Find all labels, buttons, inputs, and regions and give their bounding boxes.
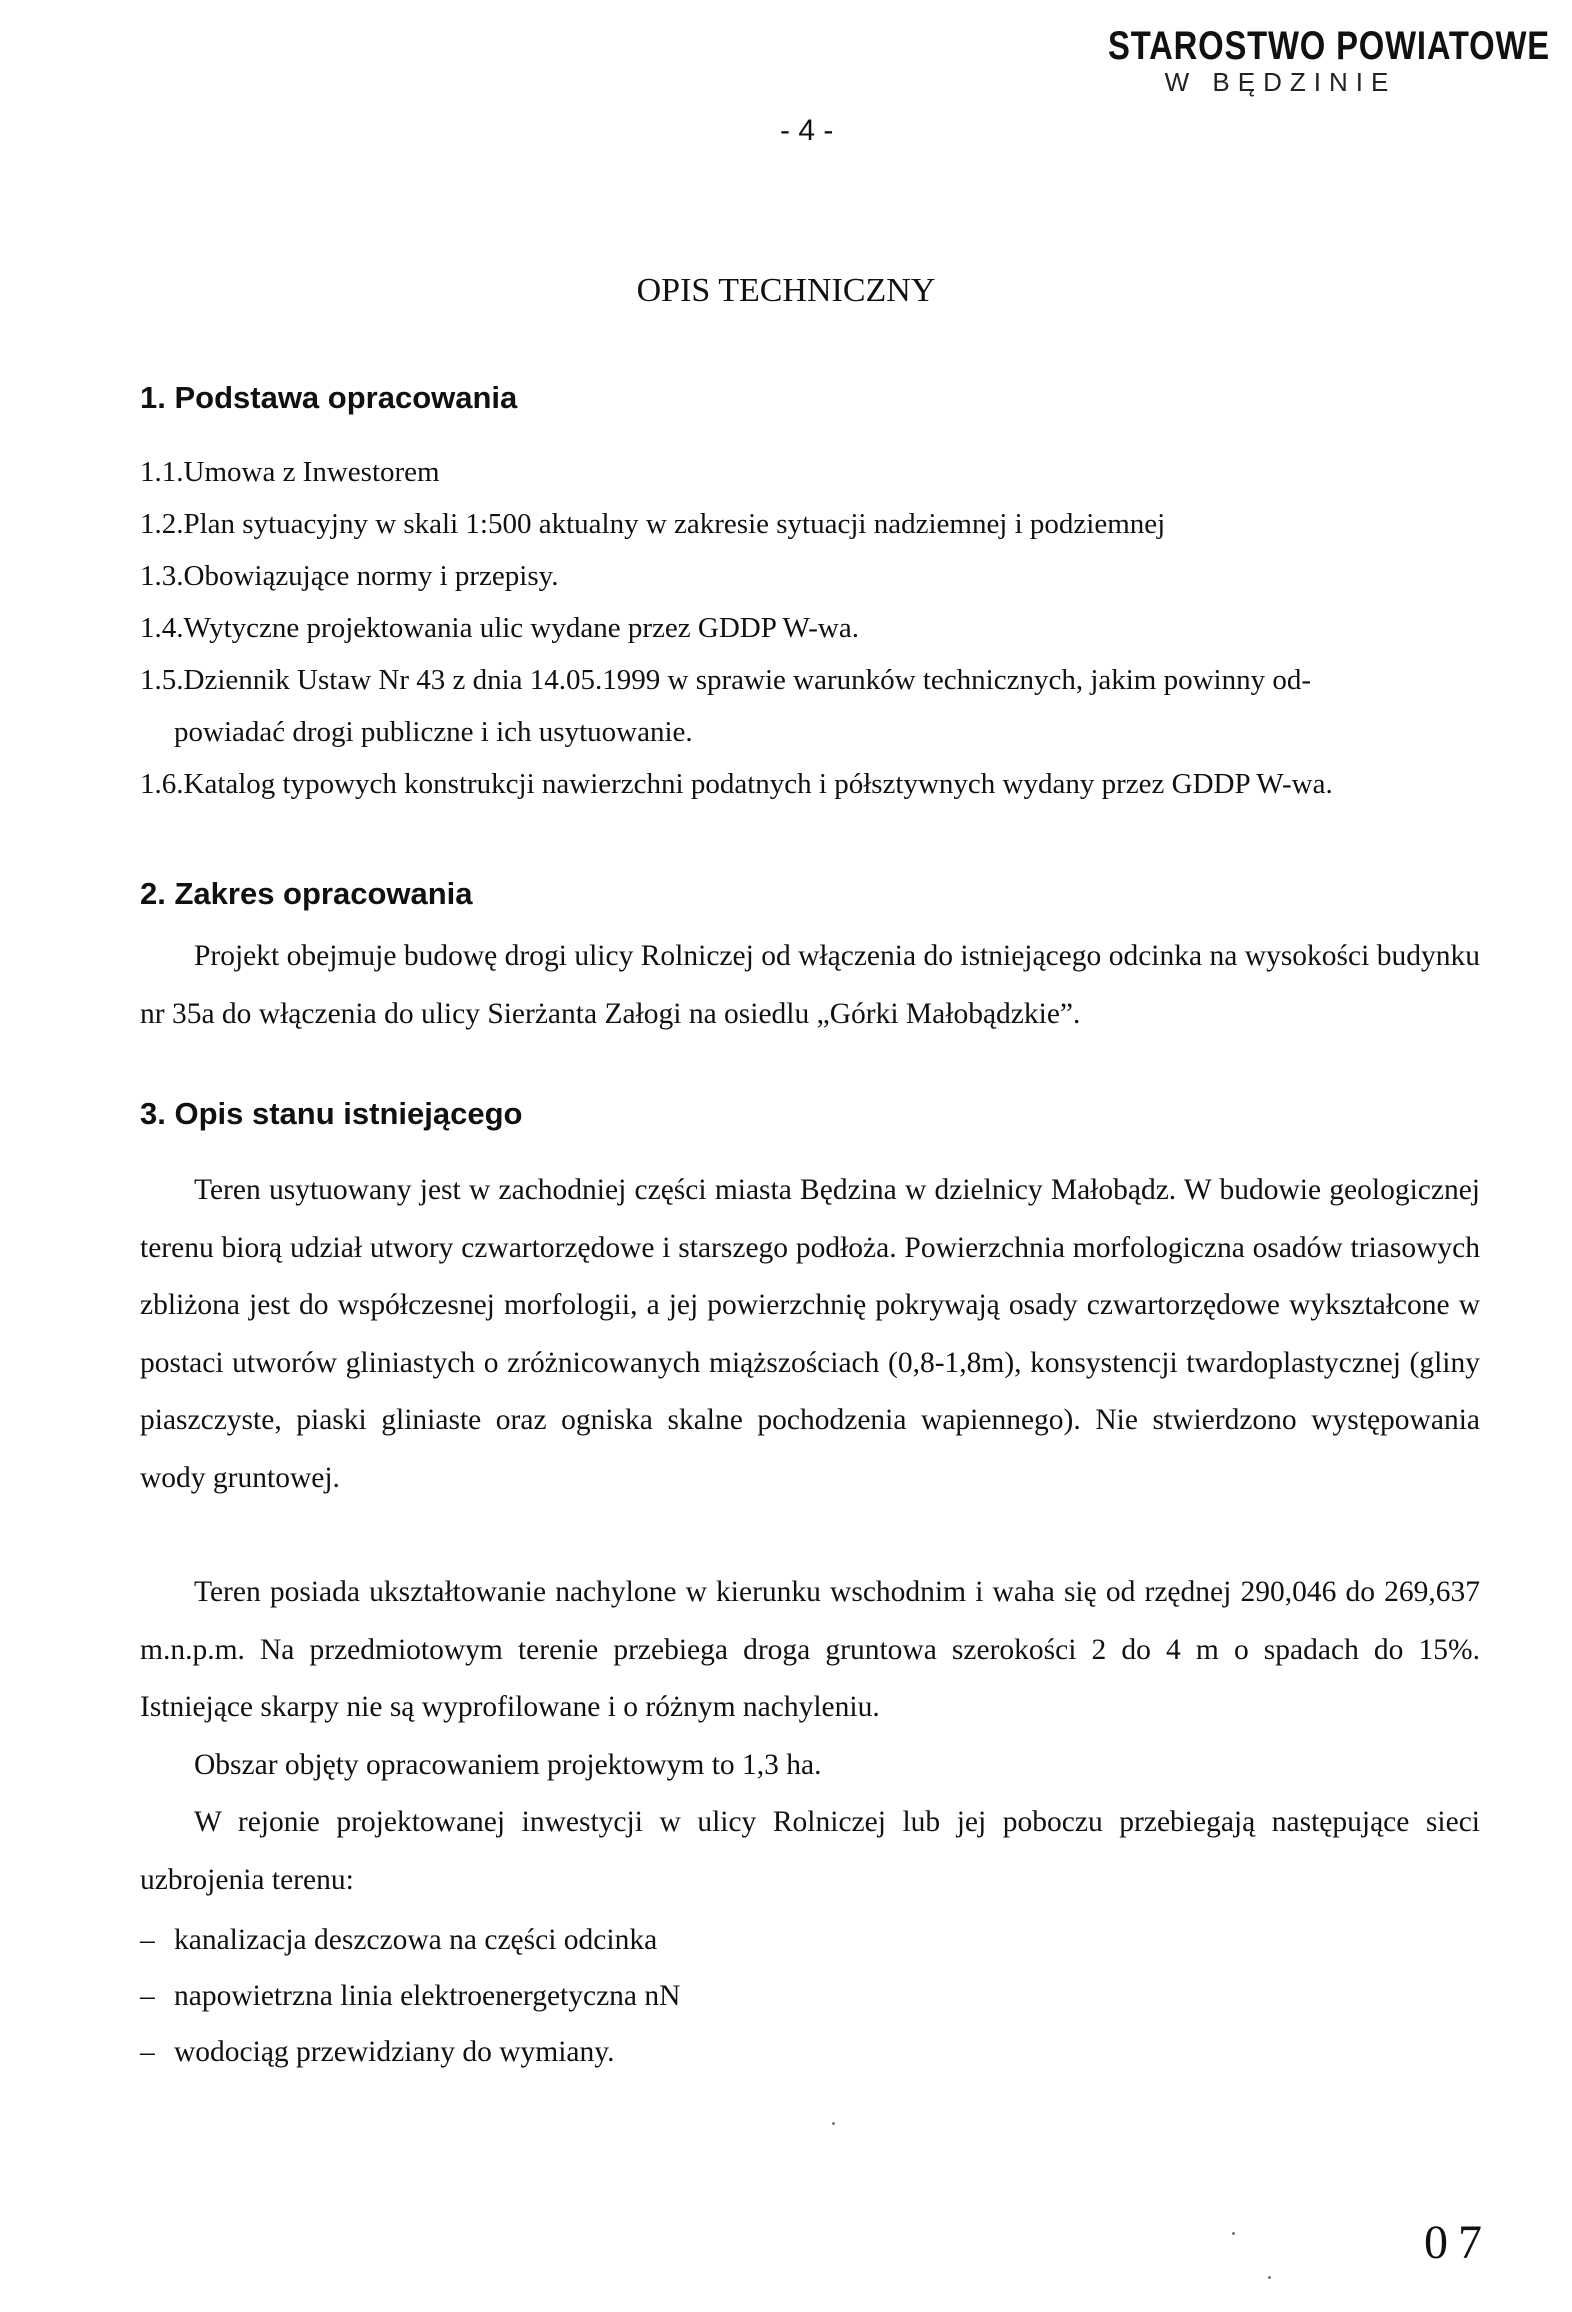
page-number: - 4 - [780,114,834,147]
office-stamp [1011,24,1550,96]
section-heading: 3. Opis stanu istniejącego [140,1096,523,1131]
list-item [140,2036,614,2069]
handwritten-page-mark: 07 [1424,2216,1492,2269]
scan-speck [1232,2232,1235,2235]
list-item: 1.4.Wytyczne projektowania ulic wydane przez GDDP W-wa. [140,612,859,644]
paragraph: Teren usytuowany jest w zachodniej części miasta Będzina w dzielnicy Małobądz. W budowie geologicznej terenu biorą udział utwory czwartorzędowe i starszego podłoża. Powierzchnia morfologiczna osadów triasowych zbliżona jest do współczesnej morfologii, a jej powierzchnię pokrywają osady czwartorzędowe wykształcone w postaci utworów gliniastych o zróżnicowanych miąższościach (0,8-1,8m), konsystencji twardoplastycznej (gliny piaszczyste, piaski gliniaste oraz ogniska skalne pochodzenia wapiennego). Nie stwierdzono występowania wody gruntowej. [140,1174,1480,1494]
list-item: 1.5.Dziennik Ustaw Nr 43 z dnia 14.05.1999 w sprawie warunków technicznych, jakim powinny od- [140,664,1312,696]
bullet-text: napowietrzna linia elektroenergetyczna nN [174,1980,681,2012]
scan-speck [832,2122,835,2125]
list-item [140,1980,680,2013]
bullet-text: wodociąg przewidziany do wymiany. [174,2036,615,2068]
paragraph: Obszar objęty opracowaniem projektowym to 1,3 ha. [194,1749,822,1781]
bullet-dash: – [140,1924,155,1956]
paragraph: Projekt obejmuje budowę drogi ulicy Rolniczej od włączenia do istniejącego odcinka na wysokości budynku nr 35a do włączenia do ulicy Sierżanta Załogi na osiedlu „Górki Małobądzkie”. [140,940,1480,1030]
list-item: 1.1.Umowa z Inwestorem [140,456,440,488]
paragraph: Teren posiada ukształtowanie nachylone w kierunku wschodnim i waha się od rzędnej 290,046 do 269,637 m.n.p.m. Na przedmiotowym terenie przebiega droga gruntowa szerokości 2 do 4 m o spadach do 15%. Istniejące skarpy nie są wyprofilowane i o różnym nachyleniu. [140,1576,1480,1723]
document-title: OPIS TECHNICZNY [636,272,936,309]
list-item [140,1924,657,1957]
bullet-dash: – [140,1980,155,2012]
list-item: 1.2.Plan sytuacyjny w skali 1:500 aktualny w zakresie sytuacji nadziemnej i podziemnej [140,508,1166,540]
stamp-office-name: STAROSTWO POWIATOWE [1108,24,1550,68]
paragraph: W rejonie projektowanej inwestycji w ulicy Rolniczej lub jej poboczu przebiegają następujące sieci uzbrojenia terenu: [140,1806,1480,1896]
stamp-office-location: W BĘDZINIE [1164,67,1397,97]
bullet-dash: – [140,2036,155,2068]
bullet-text: kanalizacja deszczowa na części odcinka [174,1924,658,1956]
section-heading: 2. Zakres opracowania [140,876,473,911]
list-item: 1.3.Obowiązujące normy i przepisy. [140,560,559,592]
section-heading: 1. Podstawa opracowania [140,380,518,415]
list-item: 1.6.Katalog typowych konstrukcji nawierzchni podatnych i półsztywnych wydany przez GDDP W-wa. [140,768,1333,800]
list-item-continuation: powiadać drogi publiczne i ich usytuowanie. [174,716,693,748]
scan-speck [1268,2276,1271,2279]
